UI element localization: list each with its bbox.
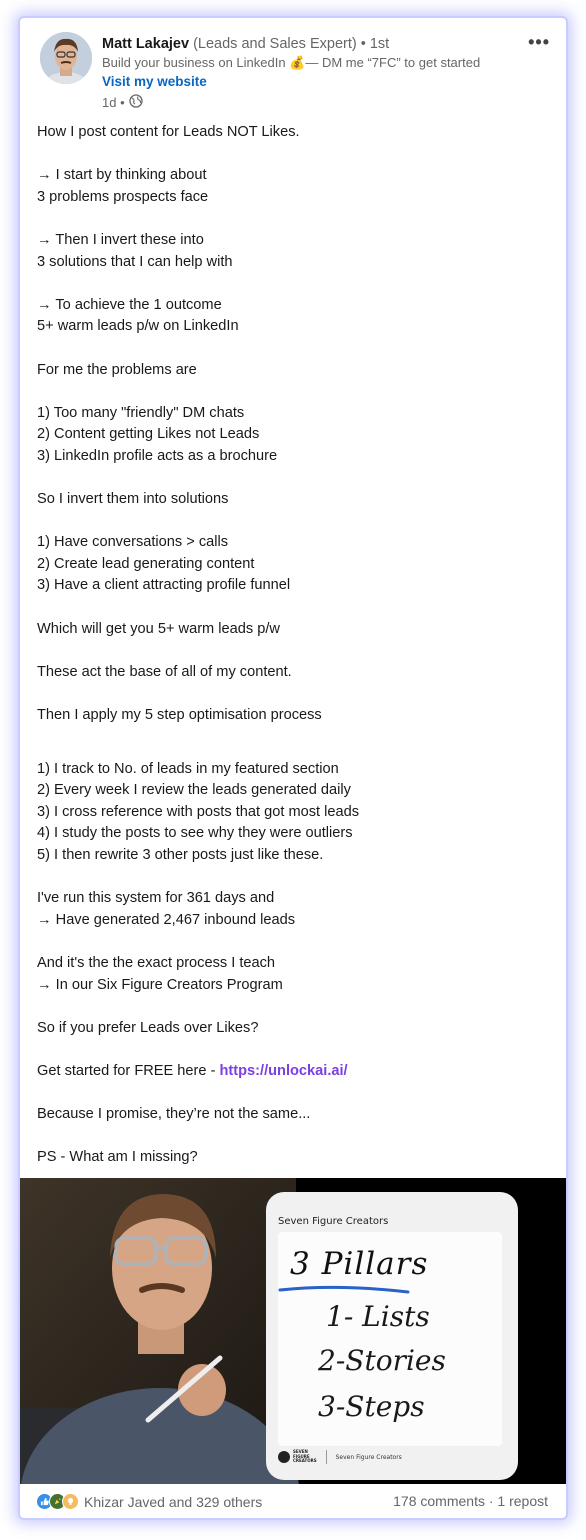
author-name[interactable]: Matt Lakajev — [102, 36, 190, 52]
post-text: 4) I study the posts to see why they were outliers — [37, 825, 353, 842]
signup-link[interactable]: https://unlockai.ai/ — [219, 1062, 348, 1079]
blank-line — [37, 727, 552, 759]
post-text: And it's the the exact process I teach — [37, 954, 276, 971]
post-text-line — [37, 975, 552, 997]
post-text-line — [37, 802, 552, 824]
post-text: → In our Six Figure Creators Program — [37, 976, 283, 993]
whiteboard-title: 3 Pillars — [290, 1246, 429, 1282]
post-text: I've run this system for 361 days and — [37, 890, 275, 907]
post-text-line — [37, 1061, 552, 1083]
blank-line — [37, 597, 552, 619]
author-avatar[interactable] — [40, 32, 92, 84]
social-counts-bar — [20, 1484, 566, 1518]
whiteboard-card — [266, 1192, 518, 1480]
blank-line — [37, 468, 552, 490]
post-text: 1) I track to No. of leads in my featured section — [37, 760, 339, 777]
post-text: 3) I cross reference with posts that got most leads — [37, 803, 360, 820]
blank-line — [37, 867, 552, 889]
post-text: → I start by thinking about — [37, 167, 207, 184]
blank-line — [37, 1083, 552, 1105]
connection-degree: • 1st — [360, 36, 390, 52]
reactions-summary[interactable] — [36, 1493, 262, 1510]
blank-line — [37, 338, 552, 360]
post-text-line — [37, 187, 552, 209]
post-card — [20, 18, 566, 1518]
post-text-line — [37, 662, 552, 684]
blank-line — [37, 931, 552, 953]
whiteboard-sheet — [278, 1232, 502, 1446]
post-text-line — [37, 1104, 552, 1126]
more-options-button[interactable]: ••• — [528, 32, 550, 52]
post-text: Then I apply my 5 step optimisation process — [37, 707, 322, 724]
whiteboard-item: 2-Stories — [318, 1344, 446, 1377]
whiteboard-brand: Seven Figure Creators — [278, 1216, 389, 1227]
post-text: 3) LinkedIn profile acts as a brochure — [37, 447, 278, 464]
post-text: 3) Have a client attracting profile funnel — [37, 577, 291, 594]
post-text-line — [37, 823, 552, 845]
blank-line — [37, 1126, 552, 1148]
post-text-line — [37, 424, 552, 446]
post-text: Which will get you 5+ warm leads p/w — [37, 620, 280, 637]
post-text: 3 solutions that I can help with — [37, 253, 233, 270]
post-text-line — [37, 360, 552, 382]
author-headline: (Leads and Sales Expert) — [193, 36, 357, 52]
post-text: Because I promise, they’re not the same... — [37, 1106, 311, 1123]
blank-line — [37, 144, 552, 166]
reactions-count[interactable]: Khizar Javed and 329 others — [84, 1493, 263, 1510]
post-text: These act the base of all of my content. — [37, 663, 292, 680]
post-text-line — [37, 888, 552, 910]
post-text-line — [37, 532, 552, 554]
blank-line — [37, 381, 552, 403]
post-text-line — [37, 489, 552, 511]
post-text-line — [37, 165, 552, 187]
post-time: 1d • — [102, 95, 125, 110]
post-text: 2) Every week I review the leads generated daily — [37, 782, 351, 799]
insightful-icon — [62, 1493, 79, 1510]
post-text: 1) Too many "friendly" DM chats — [37, 404, 245, 421]
blank-line — [37, 1039, 552, 1061]
post-text-line — [37, 122, 552, 144]
globe-icon — [129, 94, 143, 111]
whiteboard-item: 3-Steps — [318, 1390, 425, 1423]
post-text-line — [37, 910, 552, 932]
post-text: How I post content for Leads NOT Likes. — [37, 124, 300, 140]
post-text-line — [37, 705, 552, 727]
post-text-line — [37, 619, 552, 641]
author-subline: Build your business on LinkedIn 💰— DM me “7FC” to get started — [102, 55, 481, 70]
post-text: So I invert them into solutions — [37, 491, 229, 508]
post-text: 3 problems prospects face — [37, 188, 209, 205]
post-text-line — [37, 575, 552, 597]
post-text-line — [37, 759, 552, 781]
blank-line — [37, 640, 552, 662]
comments-reposts-count[interactable]: 178 comments · 1 repost — [393, 1493, 548, 1509]
whiteboard-logo — [278, 1450, 402, 1464]
post-text-line — [37, 446, 552, 468]
post-text: 2) Create lead generating content — [37, 555, 255, 572]
blank-line — [37, 511, 552, 533]
blank-line — [37, 273, 552, 295]
post-video[interactable] — [20, 1178, 566, 1484]
post-text-line — [37, 1018, 552, 1040]
post-text-line — [37, 780, 552, 802]
post-text-line — [37, 845, 552, 867]
post-text: 5) I then rewrite 3 other posts just like these. — [37, 847, 324, 863]
brand-logo-icon — [278, 1451, 290, 1463]
post-text-line — [37, 953, 552, 975]
post-text: 2) Content getting Likes not Leads — [37, 426, 260, 443]
post-text: → To achieve the 1 outcome — [37, 296, 222, 313]
whiteboard-item: 1- Lists — [326, 1300, 430, 1333]
post-body — [37, 122, 552, 1169]
post-text-line — [37, 230, 552, 252]
post-text: → Have generated 2,467 inbound leads — [37, 911, 296, 928]
blank-line — [37, 683, 552, 705]
post-text-line — [37, 295, 552, 317]
blank-line — [37, 996, 552, 1018]
post-text: So if you prefer Leads over Likes? — [37, 1019, 259, 1036]
post-text: → Then I invert these into — [37, 231, 204, 248]
post-header — [20, 18, 566, 118]
post-text-line — [37, 1147, 552, 1169]
post-text: PS - What am I missing? — [37, 1149, 198, 1166]
author-name-line — [102, 36, 389, 52]
post-text-line — [37, 252, 552, 274]
post-meta — [102, 94, 143, 111]
blank-line — [37, 208, 552, 230]
logo-divider — [326, 1450, 327, 1464]
post-text: 5+ warm leads p/w on LinkedIn — [37, 318, 239, 335]
post-text-line — [37, 554, 552, 576]
visit-website-link[interactable]: Visit my website — [102, 74, 207, 89]
post-text: 1) Have conversations > calls — [37, 534, 229, 551]
post-text: For me the problems are — [37, 361, 197, 378]
post-text-line — [37, 403, 552, 425]
post-text-line — [37, 316, 552, 338]
whiteboard-footer-brand: Seven Figure Creators — [335, 1453, 402, 1461]
brand-logo-text: SEVEN FIGURE CREATORS — [293, 1449, 317, 1464]
post-text: Get started for FREE here - — [37, 1062, 220, 1079]
